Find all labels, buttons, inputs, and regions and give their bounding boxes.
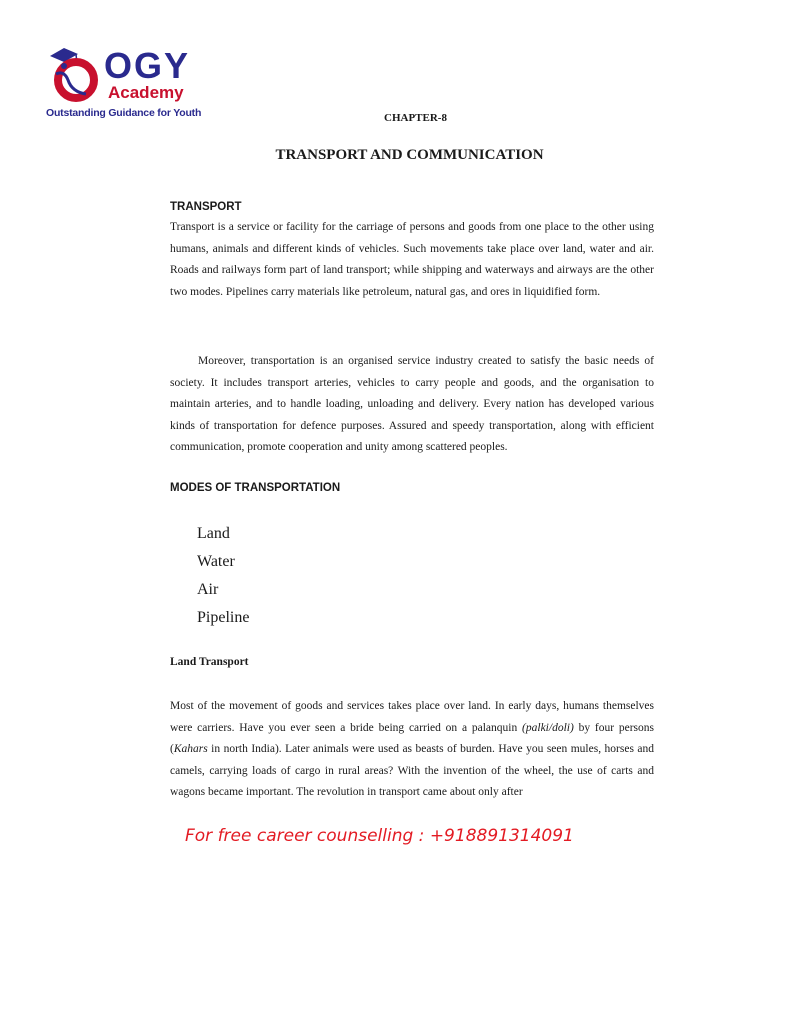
list-item: Pipeline: [197, 609, 250, 626]
transport-heading: TRANSPORT: [170, 201, 242, 213]
land-text-1: Most of the movement of goods and services takes place over land. In early days, humans themselves were carriers. Have you ever seen a bride being carried on a palanquin: [170, 700, 654, 734]
graduate-cap-icon: [46, 44, 106, 106]
list-item: Land: [197, 525, 230, 542]
modes-section: [170, 482, 654, 494]
land-transport-paragraph: [170, 696, 654, 804]
land-text-2: by four persons (: [170, 721, 655, 755]
land-text-3: in north India). Later animals were used as beasts of burden. Have you seen mules, horses and camels, carrying loads of cargo in rural areas? With the invention of the wheel, the use of carts and wagons became important. The revolution in transport came about only after: [170, 743, 654, 798]
list-item: Air: [197, 581, 219, 598]
land-italic-palki: (palki/doli): [522, 721, 574, 734]
career-counselling-cta: For free career counselling : +918891314091: [185, 826, 574, 846]
land-transport-heading-block: [170, 656, 654, 668]
land-transport-section: [170, 696, 654, 804]
logo-tagline: Outstanding Guidance for Youth: [46, 107, 202, 119]
transport-paragraph-2: Moreover, transportation is an organised service industry created to satisfy the basic needs of society. It includes transport arteries, vehicles to carry people and goods, and the organisation to maintain arteries, and to handle loading, unloading and delivery. Every nation has developed various kinds of transportation for defence purposes. Assured and speedy transportation, along with efficient communication, promote cooperation and unity among scattered peoples.: [170, 355, 654, 453]
modes-heading: MODES OF TRANSPORTATION: [170, 482, 341, 494]
list-item: Water: [197, 553, 235, 570]
chapter-label: CHAPTER-8: [384, 112, 447, 124]
modes-list: [197, 520, 249, 632]
page-title: TRANSPORT AND COMMUNICATION: [275, 147, 544, 163]
transport-section: [170, 201, 654, 303]
transport-paragraph-2-block: [170, 351, 654, 459]
logo-name: OGY: [104, 45, 191, 86]
land-italic-kahars: Kahars: [173, 743, 208, 755]
logo-sub: Academy: [108, 83, 184, 102]
transport-paragraph-1: Transport is a service or facility for the carriage of persons and goods from one place to the other using humans, animals and different kinds of vehicles. Such movements take place over land, water and air. Roads and railways form part of land transport; while shipping and waterways and airways are the other two modes. Pipelines carry materials like petroleum, natural gas, and ores in liquidified form.: [170, 221, 654, 298]
land-transport-heading: Land Transport: [170, 656, 249, 668]
